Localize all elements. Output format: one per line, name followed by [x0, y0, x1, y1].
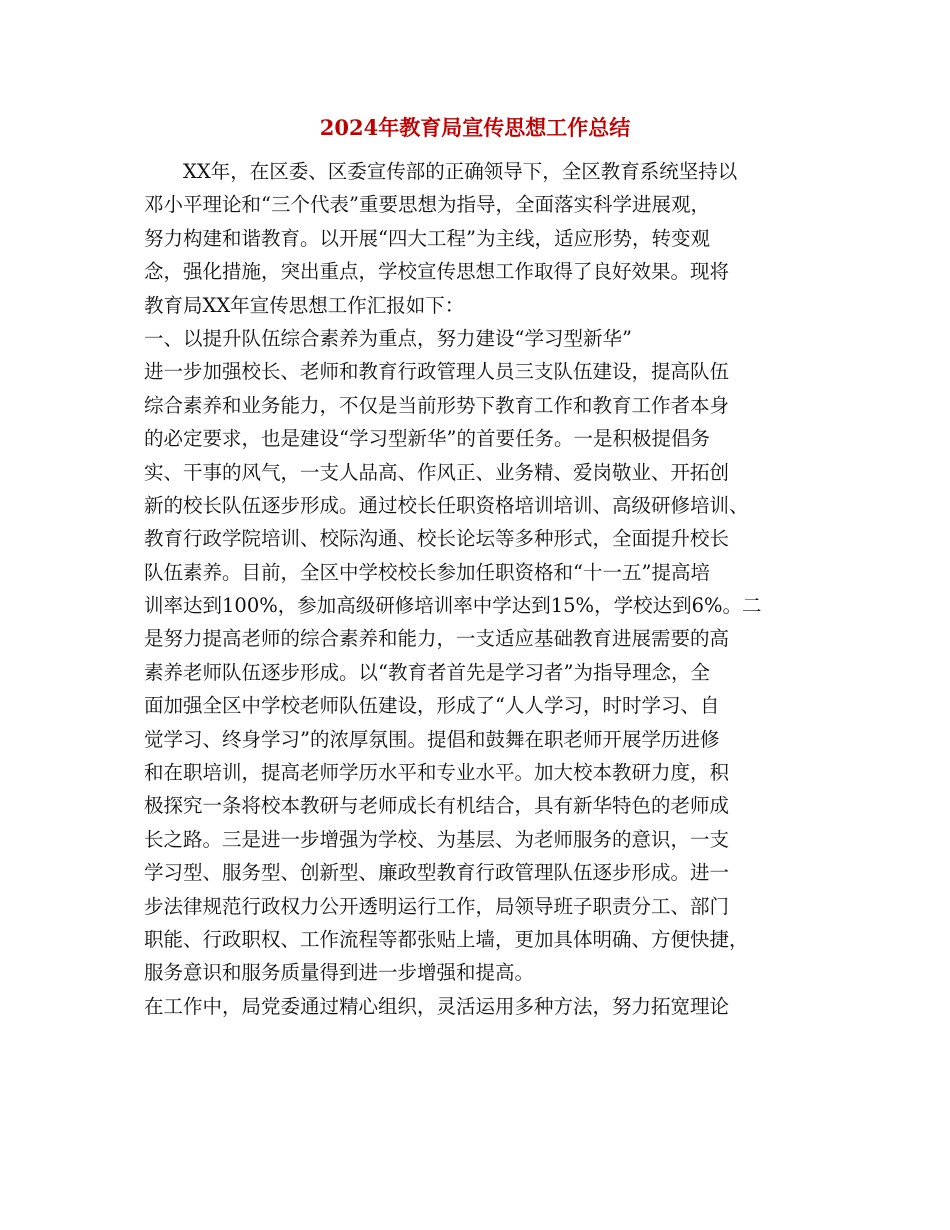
- body-line: 觉学习、终身学习”的浓厚氛围。提倡和鼓舞在职老师开展学历进修: [144, 727, 720, 751]
- body-line: 素养老师队伍逐步形成。以“教育者首先是学习者”为指导理念，全: [144, 660, 710, 684]
- body-line: 长之路。三是进一步增强为学校、为基层、为老师服务的意识，一支: [144, 827, 730, 851]
- body-line: 服务意识和服务质量得到进一步增强和提高。: [144, 961, 535, 985]
- body-line: 在工作中，局党委通过精心组织，灵活运用多种方法，努力拓宽理论: [144, 994, 730, 1018]
- body-line: 努力构建和谐教育。以开展“四大工程”为主线，适应形势，转变观: [144, 226, 710, 250]
- body-line: 邓小平理论和“三个代表”重要思想为指导，全面落实科学进展观，: [144, 193, 710, 217]
- body-line: 训率达到100%，参加高级研修培训率中学达到15%，学校达到6%。二: [144, 594, 762, 618]
- body-line: 实、干事的风气，一支人品高、作风正、业务精、爱岗敬业、开拓创: [144, 460, 730, 484]
- body-line: 进一步加强校长、老师和教育行政管理人员三支队伍建设，提高队伍: [144, 360, 730, 384]
- document-body: [144, 155, 804, 1023]
- body-line: 队伍素养。目前，全区中学校校长参加任职资格和“十一五”提高培: [144, 560, 710, 584]
- body-line: 步法律规范行政权力公开透明运行工作，局领导班子职责分工、部门: [144, 894, 730, 918]
- body-line: 教育局XX年宣传思想工作汇报如下：: [144, 293, 465, 317]
- body-line: 极探究一条将校本教研与老师成长有机结合，具有新华特色的老师成: [144, 794, 730, 818]
- body-line: 职能、行政职权、工作流程等都张贴上墙，更加具体明确、方便快捷，: [144, 927, 749, 951]
- body-line: 面加强全区中学校老师队伍建设，形成了“人人学习，时时学习、自: [144, 694, 720, 718]
- body-line: 是努力提高老师的综合素养和能力，一支适应基础教育进展需要的高: [144, 627, 730, 651]
- body-line: 新的校长队伍逐步形成。通过校长任职资格培训培训、高级研修培训、: [144, 493, 749, 517]
- body-line: 教育行政学院培训、校际沟通、校长论坛等多种形式，全面提升校长: [144, 527, 730, 551]
- body-line: 的必定要求，也是建设“学习型新华”的首要任务。一是积极提倡务: [144, 427, 710, 451]
- document-title: 2024年教育局宣传思想工作总结: [319, 115, 631, 140]
- body-line: XX年，在区委、区委宣传部的正确领导下，全区教育系统坚持以: [144, 160, 738, 183]
- body-line: 念，强化措施，突出重点，学校宣传思想工作取得了良好效果。现将: [144, 260, 730, 284]
- body-line: 一、以提升队伍综合素养为重点，努力建设“学习型新华”: [144, 326, 632, 350]
- body-line: 综合素养和业务能力，不仅是当前形势下教育工作和教育工作者本身: [144, 393, 730, 417]
- body-line: 学习型、服务型、创新型、廉政型教育行政管理队伍逐步形成。进一: [144, 861, 730, 885]
- body-line: 和在职培训，提高老师学历水平和专业水平。加大校本教研力度，积: [144, 761, 730, 785]
